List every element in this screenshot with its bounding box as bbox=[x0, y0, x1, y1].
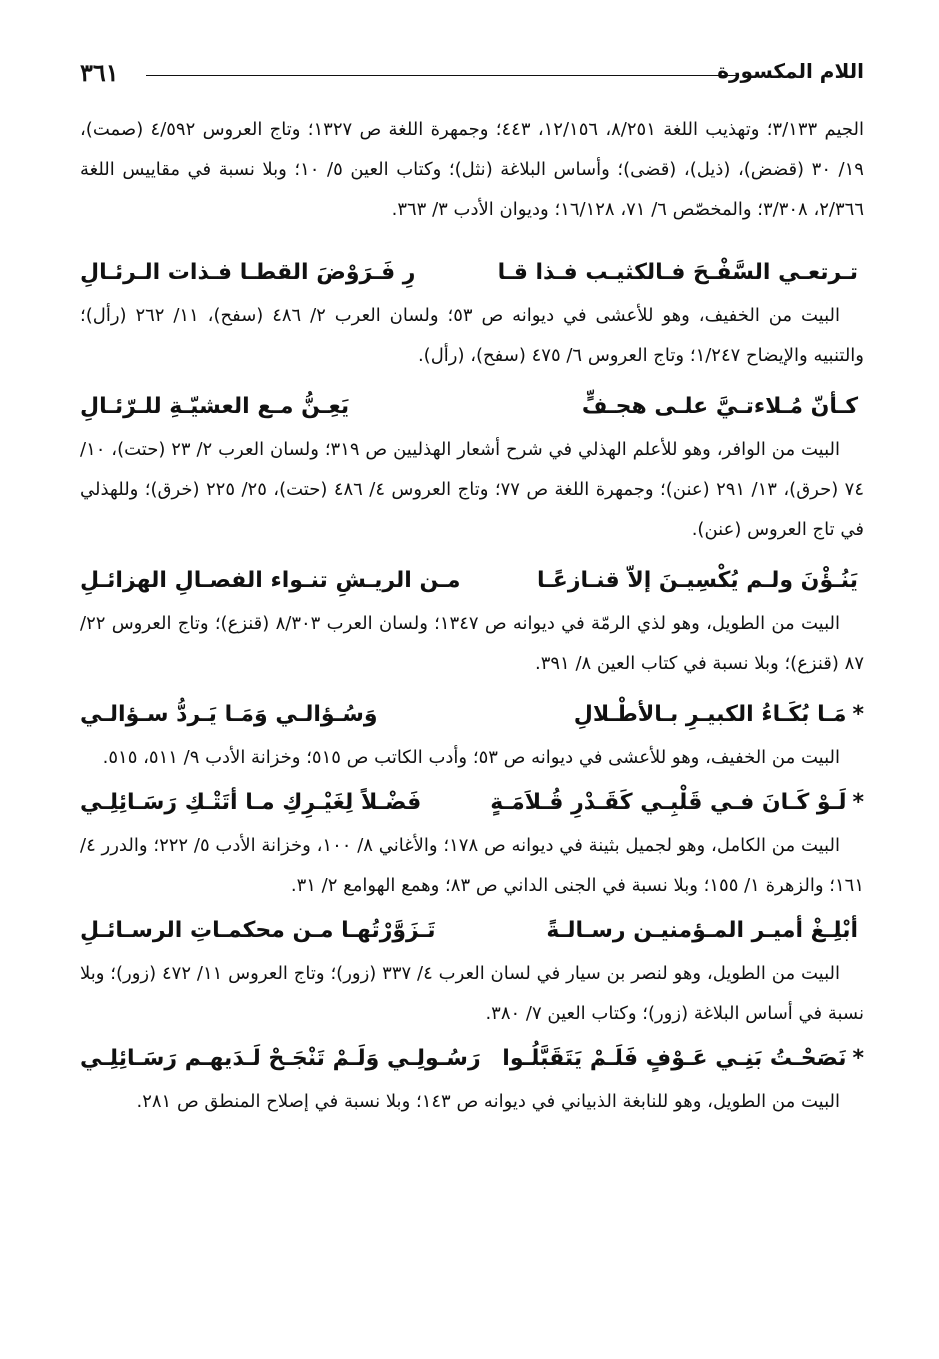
verse-entry bbox=[80, 698, 864, 778]
verse-note: البيت من الخفيف، وهو للأعشى في ديوانه ص ٥٣؛ ولسان العرب ٢/ ٤٨٦ (سفح)، ١١/ ٢٦٢ (رأل)؛ والتنبيه والإيضاح ١/٢٤٧؛ وتاج العروس ٦/ ٤٧٥ (سفح)، (رأل). bbox=[80, 305, 864, 366]
hemistich-second: وَسُـؤالـي وَمَـا يَـردُّ سـؤالـي bbox=[80, 702, 378, 727]
verse-line bbox=[80, 390, 864, 424]
hemistich-first bbox=[582, 390, 864, 424]
verse-entry bbox=[80, 256, 864, 376]
verse-note: البيت من الكامل، وهو لجميل بثينة في ديوانه ص ١٧٨؛ والأغاني ٨/ ١٠٠، وخزانة الأدب ٥/ ٢٢٢؛ والدرر ٤/ ١٦١؛ والزهرة ١/ ١٥٥؛ وبلا نسبة في الجنى الداني ص ٨٣؛ وهمع الهوامع ٢/ ٣١. bbox=[80, 835, 864, 896]
verse-line bbox=[80, 698, 864, 732]
hemistich-first bbox=[502, 1042, 864, 1076]
hemistich-text: كـأنّ مُـلاءتـيَّ علـى هجـفٍّ bbox=[581, 394, 858, 419]
verse-line bbox=[80, 914, 864, 948]
verse-entry bbox=[80, 390, 864, 550]
page-number: ٣٦١ bbox=[80, 58, 119, 87]
verse-note: البيت من الوافر، وهو للأعلم الهذلي في شرح أشعار الهذليين ص ٣١٩؛ ولسان العرب ٢/ ٢٣ (حتت)، ١٠/ ٧٤ (حرق)، ١٣/ ٢٩١ (عنن)؛ وجمهرة اللغة ص ٧٧؛ وتاج العروس ٤/ ٤٨٦ (حتت)، ٢٥/ ٢٢٥ (خرق)؛ وللهذلي في تاج العروس (عنن). bbox=[80, 439, 865, 540]
hemistich-text: مَـا بُكَـاءُ الكبيـرِ بـالأطْـلالِ bbox=[573, 702, 847, 727]
verse-entry bbox=[80, 786, 864, 906]
hemistich-first bbox=[546, 914, 864, 948]
hemistich-text: لَـوْ كَـانَ فـي قَلْبِـي كَقَـدْرِ قُـلاَمَـةٍ bbox=[490, 790, 847, 815]
verse-note: البيت من الطويل، وهو لنصر بن سيار في لسان العرب ٤/ ٣٣٧ (زور)؛ وتاج العروس ١١/ ٤٧٢ (زور)؛ وبلا نسبة في أساس البلاغة (زور)؛ وكتاب العين ٧/ ٣٨٠. bbox=[80, 963, 864, 1024]
verse-line bbox=[80, 786, 864, 820]
page-content bbox=[80, 110, 864, 1122]
hemistich-second: يَعِـنُّ مـع العشيّـةِ للـرّئـالِ bbox=[80, 394, 350, 419]
verse-line bbox=[80, 1042, 864, 1076]
hemistich-text: يَنُـؤْنَ ولـم يُكْسِيـنَ إلاّ قنـازعًـا bbox=[537, 568, 858, 593]
hemistich-text: تـرتعـي السَّفْـحَ فـالكثيـب فـذا قـا bbox=[497, 260, 858, 285]
hemistich-first bbox=[574, 698, 864, 732]
hemistich-second: رَسُـولِـي وَلَـمْ تَنْجَـحْ لَـدَيهـم رَسَـائِلِـي bbox=[80, 1046, 481, 1071]
page-header bbox=[80, 58, 864, 98]
running-head: اللام المكسورة bbox=[717, 59, 864, 83]
hemistich-first bbox=[537, 564, 864, 598]
hemistich-second: رِ فَـرَوْضَ القطـا فـذات الـرئـالِ bbox=[80, 260, 416, 285]
verse-entry bbox=[80, 564, 864, 684]
star-marker: * bbox=[852, 1046, 864, 1071]
verse-note: البيت من الطويل، وهو للنابغة الذبياني في ديوانه ص ١٤٣؛ وبلا نسبة في إصلاح المنطق ص ٢٨١. bbox=[136, 1091, 840, 1112]
verse-entry bbox=[80, 914, 864, 1034]
verse-note: البيت من الخفيف، وهو للأعشى في ديوانه ص ٥٣؛ وأدب الكاتب ص ٥١٥؛ وخزانة الأدب ٩/ ٥١١، ٥١٥. bbox=[102, 747, 840, 768]
star-marker: * bbox=[852, 790, 864, 815]
hemistich-text: أبْلِـغْ أميـر المـؤمنيـن رسـالـةً bbox=[546, 918, 858, 943]
hemistich-first bbox=[498, 256, 864, 290]
star-marker: * bbox=[852, 702, 864, 727]
hemistich-second: فَضْـلاً لِغَيْـرِكِ مـا أتَتْـكِ رَسَـائِلِـي bbox=[80, 790, 422, 815]
verse-entry bbox=[80, 1042, 864, 1122]
hemistich-second: مـن الريـشِ تنـواء الفصـالِ الهزائـلِ bbox=[80, 568, 461, 593]
verse-note: البيت من الطويل، وهو لذي الرمّة في ديوانه ص ١٣٤٧؛ ولسان العرب ٨/٣٠٣ (قنزع)؛ وتاج العروس ٢٢/ ٨٧ (قنزع)؛ وبلا نسبة في كتاب العين ٨/ ٣٩١. bbox=[80, 613, 864, 674]
hemistich-text: نَصَحْـتُ بَنِـي عَـوْفٍ فَلَـمْ يَتَقَبَّلُـوا bbox=[502, 1046, 847, 1071]
header-rule bbox=[146, 75, 736, 76]
verse-line bbox=[80, 256, 864, 290]
hemistich-first bbox=[490, 786, 864, 820]
verse-line bbox=[80, 564, 864, 598]
intro-paragraph: الجيم ٣/١٣٣؛ وتهذيب اللغة ٨/٢٥١، ١٢/١٥٦، ٤٤٣؛ وجمهرة اللغة ص ١٣٢٧؛ وتاج العروس ٤/٥٩٢ (صمت)، ١٩/ ٣٠ (قضض)، (ذيل)، (قضى)؛ وأساس البلاغة (نثل)؛ وكتاب العين ٥/ ١٠؛ وبلا نسبة في مقاييس اللغة ٢/٣٦٦، ٣/٣٠٨؛ والمخصّص ٦/ ٧١، ١٦/١٢٨؛ وديوان الأدب ٣/ ٣٦٣. bbox=[80, 119, 864, 220]
hemistich-second: تَـزَوَّرْتُهـا مـن محكمـاتِ الرسـائـلِ bbox=[80, 918, 436, 943]
